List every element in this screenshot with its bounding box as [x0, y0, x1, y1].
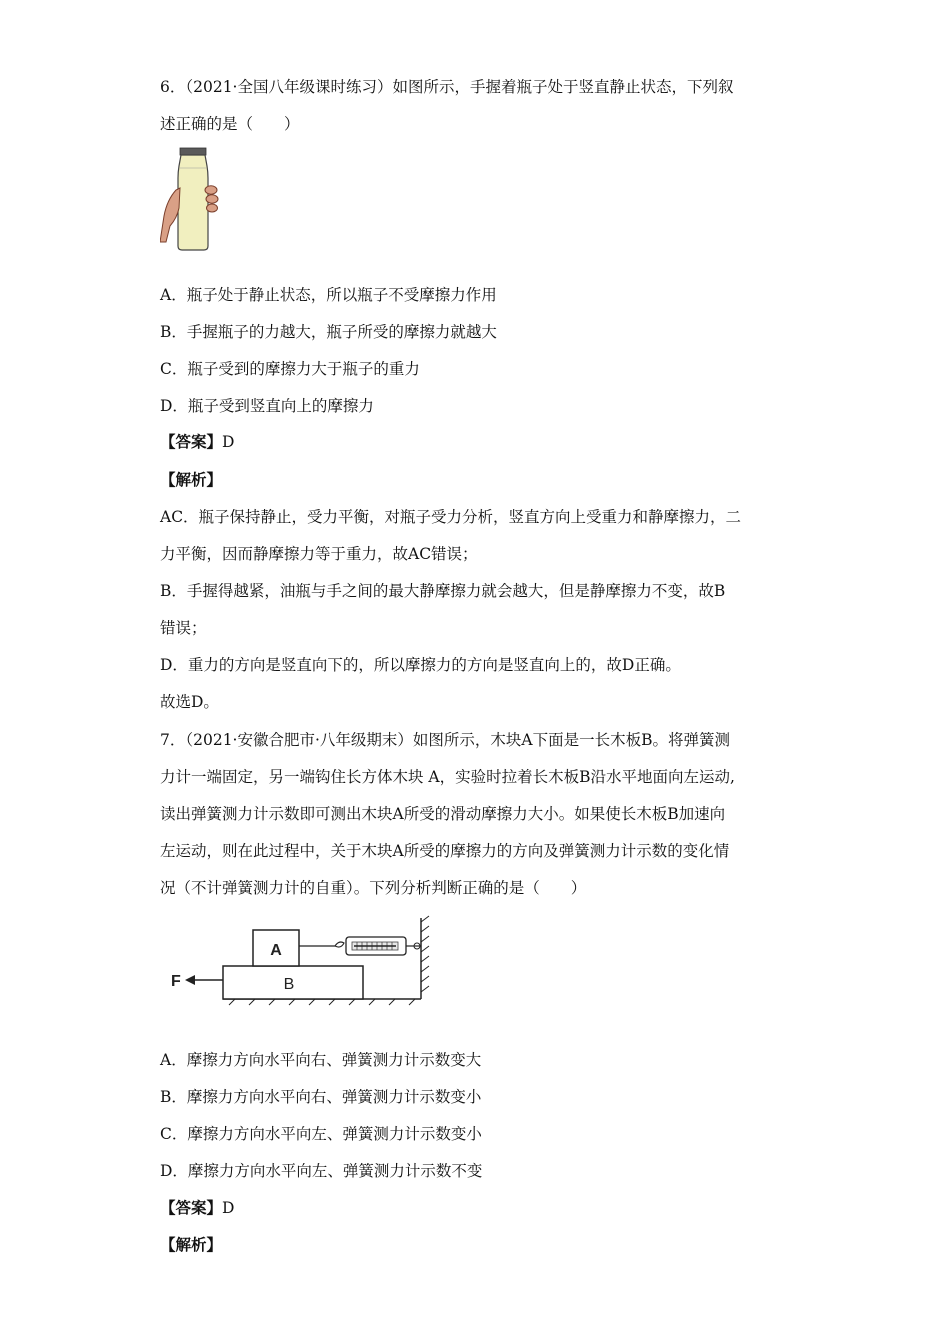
- bottle-in-hand-figure: [160, 146, 222, 254]
- q6-analysis-line-4: 错误；: [160, 619, 207, 637]
- force-label: F: [171, 973, 181, 990]
- q7-answer-label: 【答案】: [160, 1198, 223, 1217]
- bottle: [178, 148, 208, 250]
- q6-answer-label: 【答案】: [160, 432, 223, 451]
- q6-analysis-line-3: B．手握得越紧，油瓶与手之间的最大静摩擦力就会越大，但是静摩擦力不变，故B: [160, 582, 726, 600]
- q6-option-a: A．瓶子处于静止状态，所以瓶子不受摩擦力作用: [160, 286, 497, 304]
- q7-answer: [160, 1198, 234, 1218]
- q6-stem-line-2: 述正确的是（ ）: [160, 115, 300, 133]
- spring-scale: [299, 937, 421, 955]
- q7-stem-line-1: 7．（2021·安徽合肥市·八年级期末）如图所示，木块A下面是一长木板B。将弹簧测: [160, 731, 730, 749]
- q7-stem-line-4: 左运动，则在此过程中，关于木块A所受的摩擦力的方向及弹簧测力计示数的变化情: [160, 842, 730, 860]
- block-a-label: A: [270, 942, 282, 959]
- friction-experiment-figure: [165, 914, 435, 1006]
- q6-analysis-label: 【解析】: [160, 470, 223, 489]
- q6-option-b: B．手握瓶子的力越大，瓶子所受的摩擦力就越大: [160, 323, 497, 341]
- q6-option-c: C．瓶子受到的摩擦力大于瓶子的重力: [160, 360, 420, 378]
- q6-stem-line-1: 6．（2021·全国八年级课时练习）如图所示，手握着瓶子处于竖直静止状态，下列叙: [160, 78, 734, 96]
- q6-option-d: D．瓶子受到竖直向上的摩擦力: [160, 397, 374, 415]
- q7-option-b: B．摩擦力方向水平向右、弹簧测力计示数变小: [160, 1088, 482, 1106]
- wall: [421, 916, 429, 999]
- q6-answer: [160, 432, 234, 452]
- q6-analysis-line-2: 力平衡，因而静摩擦力等于重力，故AC错误；: [160, 545, 478, 563]
- q7-option-d: D．摩擦力方向水平向左、弹簧测力计示数不变: [160, 1162, 483, 1180]
- q7-stem-line-2: 力计一端固定，另一端钩住长方体木块 A，实验时拉着长木板B沿水平地面向左运动,: [160, 768, 735, 786]
- q6-analysis-line-5: D．重力的方向是竖直向下的，所以摩擦力的方向是竖直向上的，故D正确。: [160, 656, 681, 674]
- q7-analysis-label: 【解析】: [160, 1235, 223, 1254]
- q6-answer-value: D: [222, 433, 235, 451]
- q7-option-a: A．摩擦力方向水平向右、弹簧测力计示数变大: [160, 1051, 482, 1069]
- board-b-label: B: [283, 976, 295, 993]
- q7-stem-line-5: 况（不计弹簧测力计的自重）。下列分析判断正确的是（ ）: [160, 879, 587, 897]
- q7-stem-line-3: 读出弹簧测力计示数即可测出木块A所受的滑动摩擦力大小。如果使长木板B加速向: [160, 805, 726, 823]
- q7-answer-value: D: [222, 1199, 235, 1217]
- q7-option-c: C．摩擦力方向水平向左、弹簧测力计示数变小: [160, 1125, 482, 1143]
- q6-analysis-line-1: AC．瓶子保持静止，受力平衡，对瓶子受力分析，竖直方向上受重力和静摩擦力，二: [160, 508, 742, 526]
- q6-analysis-line-6: 故选D。: [160, 693, 219, 711]
- ground: [223, 999, 421, 1005]
- force-arrow: [185, 975, 223, 985]
